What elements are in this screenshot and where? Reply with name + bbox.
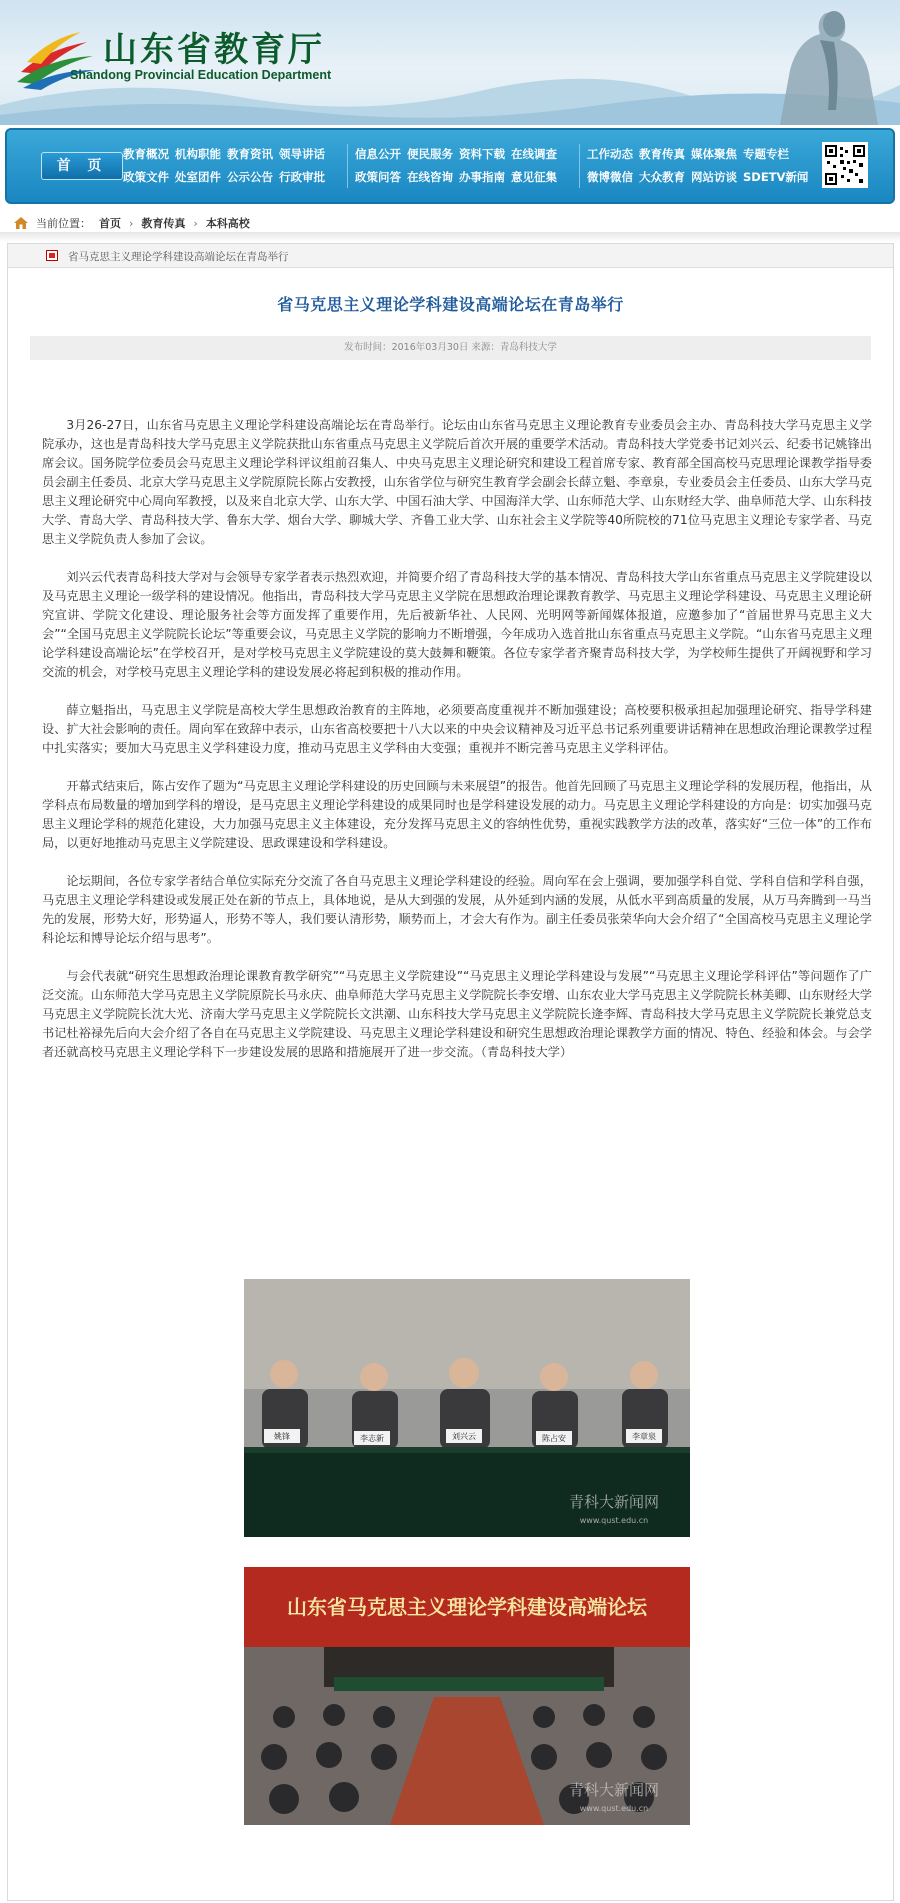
nav-item[interactable]: 专题专栏 [743,147,789,161]
nav-item[interactable]: 政策问答 [355,170,401,184]
nav-item[interactable]: 行政审批 [279,170,325,184]
confucius-statue-image [720,0,900,125]
article-paragraph: 论坛期间，各位专家学者结合单位实际充分交流了各自马克思主义理论学科建设的经验。周向军在会上强调，要加强学科自觉、学科自信和学科自强，马克思主义理论学科建设或发展正处在新的节点上，具体地说，是从大到强的发展，从外延到内涵的发展，从低水平到高质量的发展，从万马奔腾到一马当先的发展，形势大好，形势逼人，形势不等人，我们要认清形势，顺势而上，才会大有作为。副主任委员张荣华向大会介绍了“全国高校马克思主义理论学科论坛和博导论坛介绍与思考”。 [42,874,872,945]
chevron-right-icon: › [129,216,134,230]
chevron-right-icon: › [193,216,198,230]
nav-item[interactable]: 教育资讯 [227,147,273,161]
nameplate: 李志新 [360,1434,384,1443]
nav-item[interactable]: 处室团件 [175,170,221,184]
nav-divider [579,144,580,188]
main-navigation [5,128,895,204]
article-body [42,416,872,1081]
nav-item[interactable]: 办事指南 [459,170,505,184]
nav-item[interactable]: 微博微信 [587,170,633,184]
nav-item[interactable]: 媒体聚焦 [691,147,737,161]
nav-divider [347,144,348,188]
nameplate: 姚锋 [274,1432,290,1441]
article-paragraph: 开幕式结束后，陈占安作了题为“马克思主义理论学科建设的历史回顾与未来展望”的报告。他首先回顾了马克思主义理论学科的发展历程，他指出，从学科点布局数量的增加到学科的增设，是马克思主义理论学科建设的成果同时也是学科建设发展的动力。马克思主义理论学科建设的方向是：切实加强马克思主义理论学科的规范化建设，大力加强马克思主义主体建设，充分发挥马克思主义的容纳性优势，重视实践教学方法的改革，落实好“三位一体”的工作布局，以更好地推动马克思主义学院建设、思政课建设和学科建设。 [42,779,872,850]
article-paragraph: 薛立魁指出，马克思主义学院是高校大学生思想政治教育的主阵地，必须要高度重视并不断加强建设；高校要积极承担起加强理论研究、指导学科建设、扩大社会影响的责任。周向军在致辞中表示，山东省高校要把十八大以来的中央会议精神及习近平总书记系列重要讲话精神在思想政治理论课教学过程中扎实落实；要加大马克思主义学科建设力度，推动马克思主义学科由大变强；重视并不断完善马克思主义学科评估。 [42,703,872,755]
article-tab-title: 省马克思主义理论学科建设高端论坛在青岛举行 [68,251,289,263]
article-paragraph: 3月26-27日，山东省马克思主义理论学科建设高端论坛在青岛举行。论坛由山东省马克思主义理论教育专业委员会主办、青岛科技大学马克思主义学院承办，这也是青岛科技大学马克思主义学院获批山东省重点马克思主义学院后首次开展的重要学术活动。青岛科技大学党委书记刘兴云、纪委书记姚锋出席会议。国务院学位委员会马克思主义理论学科评议组前召集人、中央马克思主义理论研究和建设工程首席专家、教育部全国高校马克思理论课教学指导委员会副主任委员、北京大学马克思主义学院原院长陈占安教授，山东省学位与研究生教育学会副会长薛立魁、李章泉，专业委员会主任委员、山东大学马克思主义理论研究中心周向军教授，以及来自北京大学、山东大学、中国石油大学、中国海洋大学、山东师范大学、山东财经大学、曲阜师范大学、山东科技大学、青岛大学、青岛科技大学、鲁东大学、烟台大学、聊城大学、齐鲁工业大学、山东社会主义学院等40所院校的71位马克思主义理论专家学者、马克思主义学院负责人参加了会议。 [42,418,872,546]
article-meta: 发布时间：2016年03月30日 来源：青岛科技大学 [30,336,871,360]
nameplate: 李章泉 [632,1432,656,1441]
breadcrumb-item-home[interactable]: 首页 [99,217,121,230]
nav-item[interactable]: 教育传真 [639,147,685,161]
breadcrumb-divider [0,232,900,242]
nav-item[interactable]: 网站访谈 [691,170,737,184]
nav-item[interactable]: 大众教育 [639,170,685,184]
nav-item[interactable]: 领导讲话 [279,147,325,161]
nav-group-2 [355,146,557,192]
breadcrumb-label: 当前位置： [36,217,91,230]
nameplate: 刘兴云 [452,1432,476,1441]
nav-group-3 [587,146,808,192]
nav-item[interactable]: 信息公开 [355,147,401,161]
nameplate: 陈占安 [542,1434,566,1443]
site-title-en: Shandong Provincial Education Department [70,68,332,82]
article-photo-audience [244,1567,690,1825]
header-banner [0,0,900,125]
site-title-cn[interactable]: 山东省教育厅 [103,30,325,70]
article-marker-icon [46,250,58,261]
nav-item[interactable]: 公示公告 [227,170,273,184]
article-paragraph: 刘兴云代表青岛科技大学对与会领导专家学者表示热烈欢迎，并简要介绍了青岛科技大学的基本情况、青岛科技大学山东省重点马克思主义学院建设以及马克思主义理论一级学科的建设情况。他指出，青岛科技大学马克思主义学院在思想政治理论课教育教学、马克思主义理论学科建设、马克思主义理论研究宣讲、学院文化建设、理论服务社会等方面发挥了重要作用，先后被新华社、人民网、光明网等新闻媒体报道，应邀参加了“首届世界马克思主义大会”“全国马克思主义学院院长论坛”等重要会议，马克思主义学院的影响力不断增强，今年成功入选首批山东省重点马克思主义学院。“山东省马克思主义理论学科建设高端论坛”在学校召开，是对学校马克思主义学院建设的莫大鼓舞和鞭策。各位专家学者齐聚青岛科技大学，为学校师生提供了开阔视野和学习交流的机会，对学校马克思主义理论学科的建设发展必将起到积极的推动作用。 [42,570,872,679]
article-tab-strip [8,244,893,268]
article-title: 省马克思主义理论学科建设高端论坛在青岛举行 [277,295,624,314]
photo-watermark-url: www.qust.edu.cn [579,1516,649,1525]
nav-item[interactable]: 机构职能 [175,147,221,161]
nav-item[interactable]: 便民服务 [407,147,453,161]
qr-code-icon[interactable] [822,142,868,188]
photo-watermark: 青科大新闻网 [568,1493,660,1511]
nav-item[interactable]: 工作动态 [587,147,633,161]
nav-item[interactable]: 在线咨询 [407,170,453,184]
photo-watermark: 青科大新闻网 [568,1781,660,1799]
photo-watermark-url: www.qust.edu.cn [579,1804,649,1813]
nav-item[interactable]: 政策文件 [123,170,169,184]
nav-item[interactable]: 教育概况 [123,147,169,161]
article-container [7,243,894,1901]
breadcrumb-item-education[interactable]: 教育传真 [141,217,186,230]
nav-item[interactable]: 在线调查 [511,147,557,161]
nav-item[interactable]: SDETV新闻 [743,170,809,184]
nav-item[interactable]: 资料下载 [459,147,505,161]
home-icon [14,217,28,229]
breadcrumb-item-undergrad[interactable]: 本科高校 [205,217,250,230]
nav-item[interactable]: 意见征集 [511,170,557,184]
nav-home-button[interactable]: 首 页 [41,152,123,180]
photo-banner: 山东省马克思主义理论学科建设高端论坛 [287,1595,647,1619]
nav-group-1 [123,146,325,192]
article-paragraph: 与会代表就“研究生思想政治理论课教育教学研究”“马克思主义学院建设”“马克思主义理论学科建设与发展”“马克思主义理论学科评估”等问题作了广泛交流。山东师范大学马克思主义学院原院长马永庆、曲阜师范大学马克思主义学院院长李安增、山东农业大学马克思主义学院院长林美卿、山东财经大学马克思主义学院院长沈大光、济南大学马克思主义学院院长文洪潮、山东科技大学马克思主义学院院长逄李辉、青岛科技大学马克思主义学院院长兼党总支书记杜裕禄先后向大会介绍了各自在马克思主义学院建设、马克思主义理论学科建设和研究生思想政治理论课教学方面的情况、特色、经验和体会。与会学者还就高校马克思主义理论学科下一步建设发展的思路和措施展开了进一步交流。（青岛科技大学） [42,969,872,1059]
article-photo-head-table [244,1279,690,1537]
breadcrumb [14,215,250,231]
